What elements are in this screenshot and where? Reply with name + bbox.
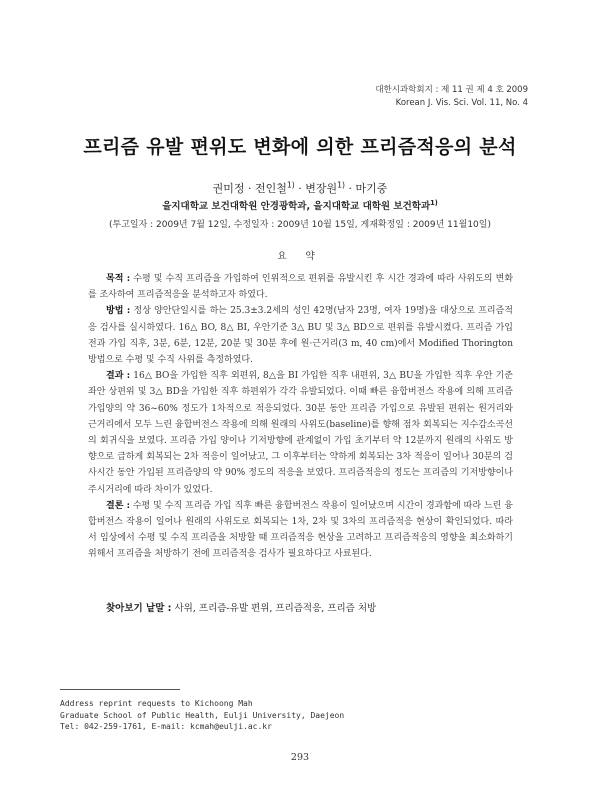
affiliation-mark: 1) [430,198,438,207]
author-2: 전인철 [254,182,287,195]
keywords-label: 찾아보기 낱말 : [106,603,172,614]
author-separator: · [345,182,356,195]
purpose-text: 수평 및 수직 프리즘을 가입하여 인위적으로 편위를 유발시킨 후 시간 경과에 따라 사위도의 변화를 조사하여 프리즘적응을 분석하고자 하였다. [88,274,514,301]
purpose-label: 목적 : [106,274,131,284]
conclusion-paragraph [88,498,513,563]
result-label: 결과 : [106,371,131,382]
submission-dates: (투고일자 : 2009년 7월 12일, 수정일자 : 2009년 10월 15일, 게재확정일 : 2009년 11월10일) [108,220,491,230]
paper-title: 프리즘 유발 편위도 변화에 의한 프리즘적응의 분석 [83,136,517,158]
page-number: 293 [290,752,310,763]
author-list [0,180,600,196]
footnote-line: Address reprint requests to Kichoong Mah [60,699,253,708]
method-label: 방법 : [106,306,131,317]
journal-header [375,84,528,110]
result-paragraph [88,368,513,498]
journal-english: Korean J. Vis. Sci. Vol. 11, No. 4 [395,98,528,108]
author-affil-mark: 1) [337,180,346,190]
footnote [60,698,344,733]
author-affil-mark: 1) [286,180,295,190]
conclusion-text: 수평 및 수직 프리즘 가입 직후 빠른 융합버전스 작용이 일어났으며 시간이 경과함에 따라 느린 융합버전스 작용이 일어나 원래의 사위도로 회복되는 1차, 2차 및 3차의 프리즘적응 현상이 확인되었다. 따라서 임상에서 수평 및 수직 프리즘을 처방할 때 프리즘적응 현상을 고려하고 프리즘적응의 영향을 최소화하기 위해서 프리즘을 처방하기 전에 프리즘적응 검사가 필요하다고 사료된다. [88,500,514,560]
purpose-paragraph [88,271,513,303]
author-separator: · [294,182,306,195]
method-text: 정상 양안단일시를 하는 25.3±3.2세의 성인 42명(남자 23명, 여자 19명)을 대상으로 프리즘적응 검사를 실시하였다. 16△ BO, 8△ BI, 우안기준 3△ BU 및 3△ BD으로 편위를 유발시켰다. 프리즘 가입 전과 가입 직후, 3분, 6분, 12분, 20분 및 30분 후에 원·근거리(3 m, 40 cm)에서 Modified Thorington 방법으로 수평 및 수직 사위를 측정하였다. [88,306,513,366]
result-text: 16△ BO을 가입한 직후 외편위, 8△을 BI 가입한 직후 내편위, 3△ BU을 가입한 직후 우안 기준 좌안 상편위 및 3△ BD을 가입한 직후 하편위가 각각 유발되었다. 이때 빠른 융합버전스 작용에 의해 프리즘 가입양의 약 36~60% 정도가 1차적으로 적응되었다. 30분 동안 프리즘 가입으로 유발된 편위는 원거리와 근거리에서 모두 느린 융합버전스 작용에 의해 원래의 사위도(baseline)를 향해 점차 회복되는 지수감소곡선의 회귀식을 보였다. 프리즘 가입 양이나 기저방향에 관계없이 가입 초기부터 약 12분까지 원래의 사위도 방향으로 급하게 회복되는 2차 적응이 일어났고, 그 이후부터는 약하게 회복되는 3차 적응이 일어나 30분의 검사시간 동안 가입된 프리즘양의 약 90% 정도의 적응을 보였다. 프리즘적응의 정도는 프리즘의 기저방향이나 주시거리에 따라 차이가 있었다. [88,371,514,495]
abstract-heading: 요 약 [277,251,323,262]
affiliation-text: 을지대학교 보건대학원 안경광학과, 을지대학교 대학원 보건학과 [162,201,431,212]
author-1: 권미정 [212,182,245,195]
keywords-text: 사위, 프리즘-유발 편위, 프리즘적응, 프리즘 처방 [171,603,377,614]
footnote-line: Graduate School of Public Health, Eulji University, Daejeon [60,710,345,720]
abstract-body [88,271,513,563]
conclusion-label: 결론 : [106,500,130,511]
footnote-line: Tel: 042-259-1761, E-mail: kcmah@eulji.ac.kr [60,722,272,731]
author-separator: · [244,182,255,195]
keywords [106,600,526,614]
author-3: 변장원 [305,182,338,195]
method-paragraph [88,303,513,368]
journal-korean: 대한시과학회지 : 제 11 권 제 4 호 2009 [375,85,528,95]
author-4: 마기중 [355,182,388,195]
affiliation [0,198,600,212]
footnote-divider [60,689,180,690]
